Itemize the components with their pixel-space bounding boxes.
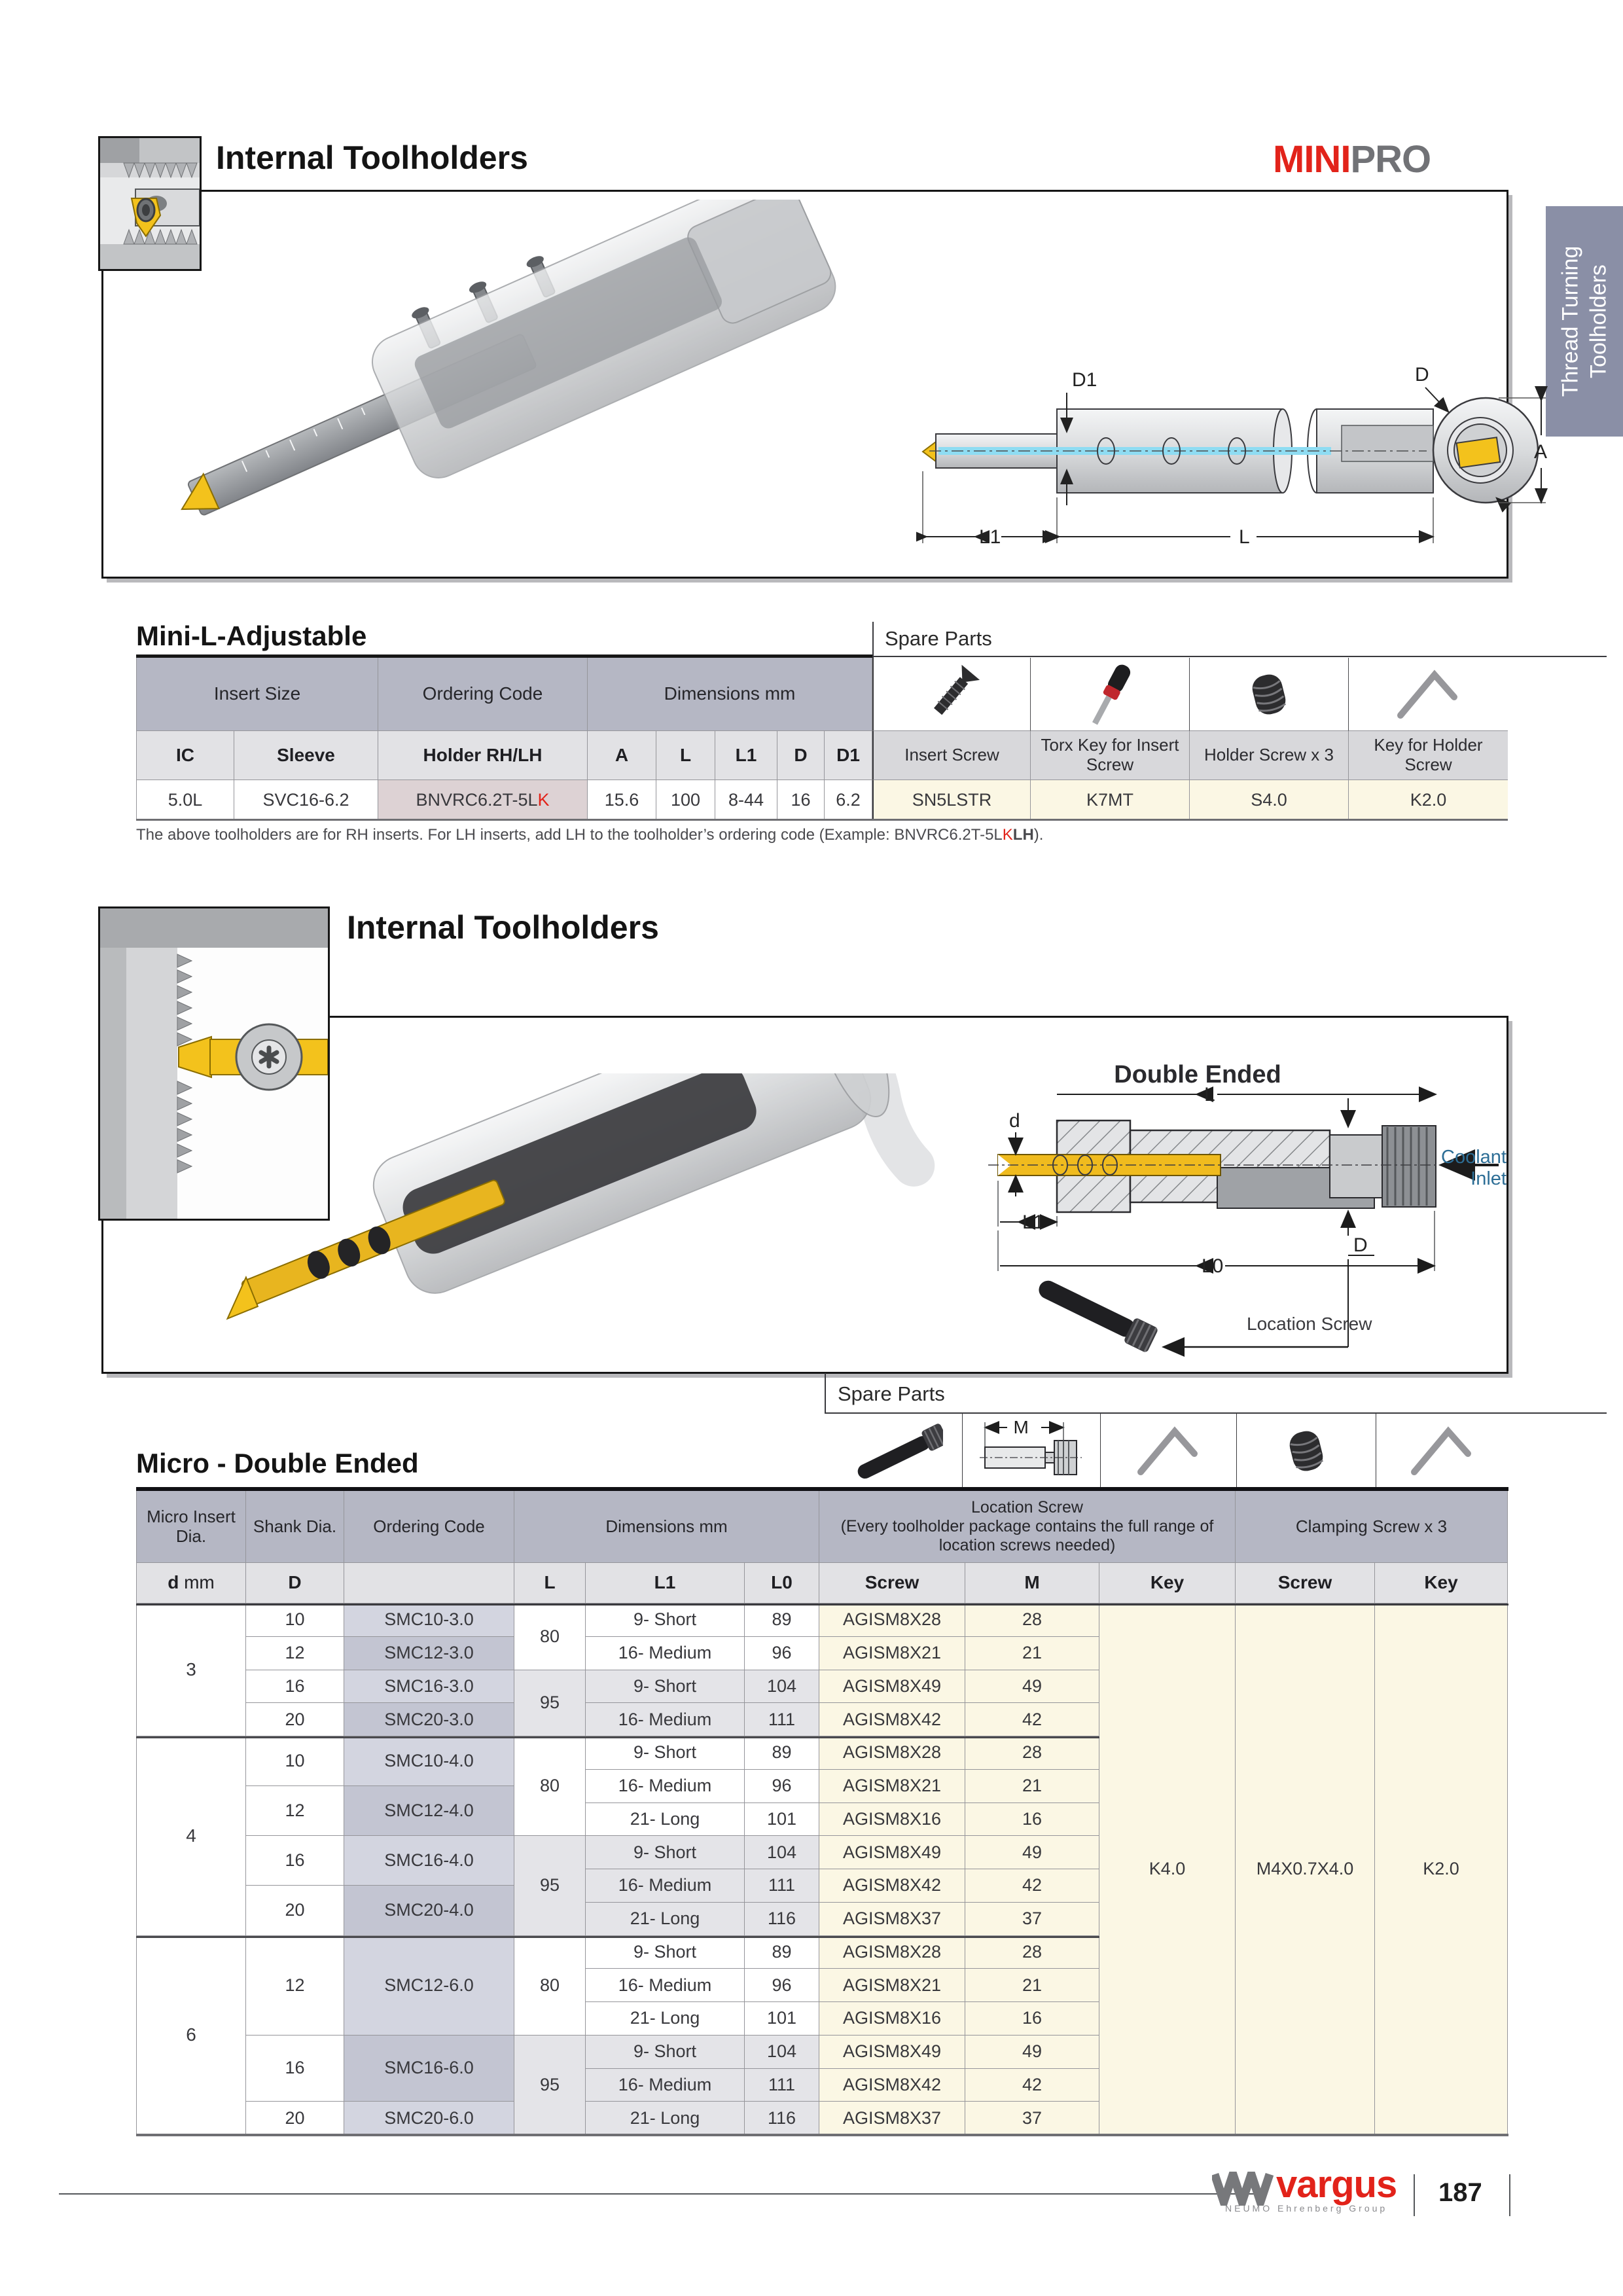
col-header-a: A [588,731,656,780]
dim-label-l: L [1204,1084,1215,1105]
table-bottom-rule [136,819,1508,821]
page-number: 187 [1438,2178,1482,2207]
torx-key-icon [1074,660,1146,728]
mini-l-adjustable-title: Mini-L-Adjustable [136,620,367,651]
location-screw-code: AGISM8X16 [819,2002,965,2036]
value-sleeve: SVC16-6.2 [234,780,378,821]
location-screw-code: AGISM8X28 [819,1604,965,1637]
dim-label-d: D [1415,364,1429,386]
footer-divider [1509,2174,1510,2216]
location-key-value: K4.0 [1099,1604,1236,2135]
subheader-rule [136,1604,1508,1605]
shank-d: 10 [246,1604,344,1637]
dimension-diagram-1 [916,340,1571,566]
L1-value: 9- Short [586,2036,745,2069]
spare-col-key-holder-screw: Key for Holder Screw [1349,731,1508,780]
ordering-code: SMC12-3.0 [344,1637,514,1670]
subheader-key: Key [1099,1563,1236,1604]
subheader-screw: Screw [819,1563,965,1604]
L0-value: 111 [745,2069,819,2102]
mini-l-adjustable-table [136,658,1508,821]
side-tab-label: Thread Turning Toolholders [1558,245,1611,397]
L0-value: 96 [745,1770,819,1803]
spare-image-cell [1031,658,1190,731]
ordering-code: SMC10-4.0 [344,1736,514,1786]
L0-value: 89 [745,1736,819,1770]
value-ic: 5.0L [136,780,234,821]
L1-value: 16- Medium [586,1869,745,1903]
m-dim-label: M [1013,1416,1029,1437]
shank-d: 16 [246,1670,344,1704]
logo-mini: MINI [1273,138,1351,181]
table-top-rule [136,1487,1508,1491]
group-header-insert-size: Insert Size [136,658,378,731]
double-ended-title: Double Ended [1114,1061,1281,1088]
L-value: 95 [514,1670,586,1737]
L1-value: 16- Medium [586,1770,745,1803]
location-screw-code: AGISM8X28 [819,1936,965,1969]
col-header-d: D [777,731,825,780]
shank-d: 12 [246,1936,344,2036]
location-screw-code: AGISM8X42 [819,1869,965,1903]
table-top-rule [136,655,872,658]
m-value: 21 [965,1770,1099,1803]
header-shank-dia: Shank Dia. [246,1491,344,1563]
subheader-screw-2: Screw [1236,1563,1375,1604]
location-screw-code: AGISM8X42 [819,1703,965,1736]
col-header-l1: L1 [715,731,777,780]
dim-label-l1: L1 [979,526,1001,548]
micro-bar-illustration [100,908,328,1219]
shank-d: 10 [246,1736,344,1786]
m-value: 28 [965,1604,1099,1637]
subheader-L: L [514,1563,586,1604]
insert-screw-icon [916,662,988,727]
value-l1: 8-44 [715,780,777,821]
L1-value: 16- Medium [586,1969,745,2002]
m-value: 42 [965,1869,1099,1903]
clamping-key-value: K2.0 [1375,1604,1508,2135]
hex-key-icon [1393,664,1465,725]
table-bottom-rule [136,2134,1508,2136]
group-header-ordering-code: Ordering Code [378,658,588,731]
vargus-logo-text: vargus [1276,2163,1397,2206]
col-header-sleeve: Sleeve [234,731,378,780]
L1-value: 9- Short [586,1936,745,1969]
m-value: 37 [965,1903,1099,1936]
spare-image-cell [1237,1414,1376,1488]
set-screw-icon [1240,667,1298,722]
spare-value-insert-screw: SN5LSTR [872,780,1031,821]
L0-value: 104 [745,1836,819,1869]
location-screw-code: AGISM8X37 [819,2102,965,2135]
spare-parts-title-1: Spare Parts [885,627,992,650]
hex-key-icon [1133,1421,1205,1481]
location-screw-code: AGISM8X28 [819,1736,965,1770]
L0-value: 104 [745,1670,819,1704]
L0-value: 89 [745,1936,819,1969]
col-header-ic: IC [136,731,234,780]
col-header-holder: Holder RH/LH [378,731,588,780]
header-dimensions: Dimensions mm [514,1491,819,1563]
L1-value: 21- Long [586,1803,745,1837]
value-d: 16 [777,780,825,821]
m-value: 37 [965,2102,1099,2135]
L0-value: 89 [745,1604,819,1637]
minipro-logo [1273,137,1431,181]
spare-image-cell [1101,1414,1237,1488]
threaded-bore-illustration [100,138,200,269]
group-divider-1 [136,1736,1099,1738]
location-screw-code: AGISM8X21 [819,1969,965,2002]
location-screw-code: AGISM8X16 [819,1803,965,1837]
m-value: 21 [965,1969,1099,2002]
coolant-inlet-label: Coolant Inlet [1441,1147,1507,1190]
footer-rule [59,2193,1263,2195]
subheader-key-2: Key [1375,1563,1508,1604]
L1-value: 16- Medium [586,2069,745,2102]
L0-value: 96 [745,1969,819,2002]
location-screw-code: AGISM8X49 [819,1836,965,1869]
spare-top-rule [874,656,1607,657]
footnote: The above toolholders are for RH inserts. For LH inserts, add LH to the toolholder’s ordering code (Example: BNVRC6.2T-5LKLH). [136,826,1044,844]
double-ended-diagram [982,1055,1508,1368]
subheader-M: M [965,1563,1099,1604]
col-header-l: L [656,731,715,780]
L-value: 95 [514,2036,586,2135]
m-value: 21 [965,1637,1099,1670]
L0-value: 116 [745,2102,819,2135]
thread-application-image-2 [98,906,330,1221]
section2-title: Internal Toolholders [347,909,659,946]
L0-value: 104 [745,2036,819,2069]
shank-d: 12 [246,1786,344,1836]
vargus-logo-mark [1212,2172,1277,2206]
spare-value-torx-key: K7MT [1031,780,1190,821]
value-d1: 6.2 [825,780,872,821]
location-screw-code: AGISM8X49 [819,1670,965,1704]
L1-value: 16- Medium [586,1637,745,1670]
toolholder-3d-render [131,200,949,566]
m-value: 49 [965,1670,1099,1704]
divider [872,622,874,658]
ordering-code: SMC20-6.0 [344,2102,514,2135]
col-header-d1: D1 [825,731,872,780]
header-micro-insert-dia: Micro Insert Dia. [136,1491,246,1563]
spare-image-cell [1190,658,1349,731]
location-screw-label: Location Screw [1247,1314,1372,1334]
vargus-logo-subtext: NEUMO Ehrenberg Group [1225,2203,1388,2214]
m-value: 49 [965,2036,1099,2069]
subheader-L0: L0 [745,1563,819,1604]
micro-double-ended-title: Micro - Double Ended [136,1448,419,1479]
header-clamping-screw: Clamping Screw x 3 [1236,1491,1508,1563]
spare-col-insert-screw: Insert Screw [872,731,1031,780]
shank-d: 16 [246,2036,344,2102]
micro-double-ended-table [136,1491,1508,2135]
L1-value: 9- Short [586,1736,745,1770]
d-group-4: 4 [136,1736,246,1936]
L1-value: 9- Short [586,1670,745,1704]
L0-value: 96 [745,1637,819,1670]
spare-value-holder-screw: S4.0 [1190,780,1349,821]
spare-col-torx-key: Torx Key for Insert Screw [1031,731,1190,780]
group-header-dimensions: Dimensions mm [588,658,872,731]
L0-value: 116 [745,1903,819,1936]
L0-value: 101 [745,1803,819,1837]
group-divider-2 [136,1936,1099,1938]
location-screw-code: AGISM8X21 [819,1637,965,1670]
L1-value: 9- Short [586,1836,745,1869]
header-location-screw: Location Screw (Every toolholder package contains the full range of location screws needed) [819,1491,1236,1563]
value-a: 15.6 [588,780,656,821]
m-value: 42 [965,1703,1099,1736]
logo-pro: PRO [1350,138,1431,181]
m-value: 28 [965,1736,1099,1770]
hex-key-icon [1406,1421,1478,1481]
dim-label-big-d: D [1353,1234,1368,1256]
L1-value: 21- Long [586,2102,745,2135]
location-screw-code: AGISM8X21 [819,1770,965,1803]
divider [825,1373,826,1414]
spare-image-cell [872,658,1031,731]
spare-image-cell [1376,1414,1508,1488]
set-screw-icon [1277,1424,1336,1479]
d-group-3: 3 [136,1604,246,1736]
ordering-code: SMC16-3.0 [344,1670,514,1704]
subheader-code [344,1563,514,1604]
subheader-d-mm: d mm [136,1563,246,1604]
section1-title: Internal Toolholders [216,139,528,176]
spare-image-strip [962,1414,1508,1488]
L-value: 80 [514,1936,586,2036]
footer-divider [1414,2174,1415,2216]
location-screw-icon [1034,1274,1159,1354]
m-value: 42 [965,2069,1099,2102]
L-value: 95 [514,1836,586,1935]
value-holder-code: BNVRC6.2T-5L K [378,780,588,821]
ordering-code: SMC12-6.0 [344,1936,514,2036]
L1-value: 16- Medium [586,1703,745,1736]
dim-label-a: A [1534,441,1548,463]
ordering-code: SMC16-4.0 [344,1836,514,1886]
m-value: 16 [965,1803,1099,1837]
L-value: 80 [514,1604,586,1670]
m-value: 28 [965,1936,1099,1969]
L1-value: 9- Short [586,1604,745,1637]
header-ordering-code: Ordering Code [344,1491,514,1563]
L0-value: 111 [745,1869,819,1903]
L-value: 80 [514,1736,586,1836]
spare-col-holder-screw: Holder Screw x 3 [1190,731,1349,780]
location-screw-icon [845,1417,943,1485]
shank-d: 20 [246,1703,344,1736]
spare-image-cell [962,1414,1101,1488]
subheader-D: D [246,1563,344,1604]
location-screw-m-diagram [976,1418,1087,1484]
dim-label-l: L [1239,526,1250,548]
value-l: 100 [656,780,715,821]
L0-value: 101 [745,2002,819,2036]
dim-label-d-small: d [1009,1110,1020,1132]
L1-value: 21- Long [586,1903,745,1936]
L1-value: 21- Long [586,2002,745,2036]
ordering-code: SMC16-6.0 [344,2036,514,2102]
ordering-code: SMC20-3.0 [344,1703,514,1736]
shank-d: 20 [246,1886,344,1935]
subheader-L1: L1 [586,1563,745,1604]
m-value: 16 [965,2002,1099,2036]
d-group-6: 6 [136,1936,246,2136]
spare-value-key: K2.0 [1349,780,1508,821]
location-screw-code: AGISM8X37 [819,1903,965,1936]
dim-label-l0: L0 [1202,1255,1224,1277]
location-screw-code: AGISM8X42 [819,2069,965,2102]
L0-value: 111 [745,1703,819,1736]
holder-code-k: K [537,789,550,810]
shank-d: 16 [246,1836,344,1886]
dim-label-d1: D1 [1072,369,1097,391]
spare-parts-title-2: Spare Parts [838,1382,945,1405]
ordering-code: SMC20-4.0 [344,1886,514,1935]
m-value: 49 [965,1836,1099,1869]
dim-label-l1: L1 [1022,1211,1044,1233]
shank-d: 12 [246,1637,344,1670]
clamping-screw-value: M4X0.7X4.0 [1236,1604,1375,2135]
thread-application-image-1 [98,136,202,271]
ordering-code: SMC12-4.0 [344,1786,514,1836]
ordering-code: SMC10-3.0 [344,1604,514,1637]
spare-image-cell [1349,658,1508,731]
shank-d: 20 [246,2102,344,2135]
location-screw-code: AGISM8X49 [819,2036,965,2069]
spare-image-cell [826,1414,963,1488]
